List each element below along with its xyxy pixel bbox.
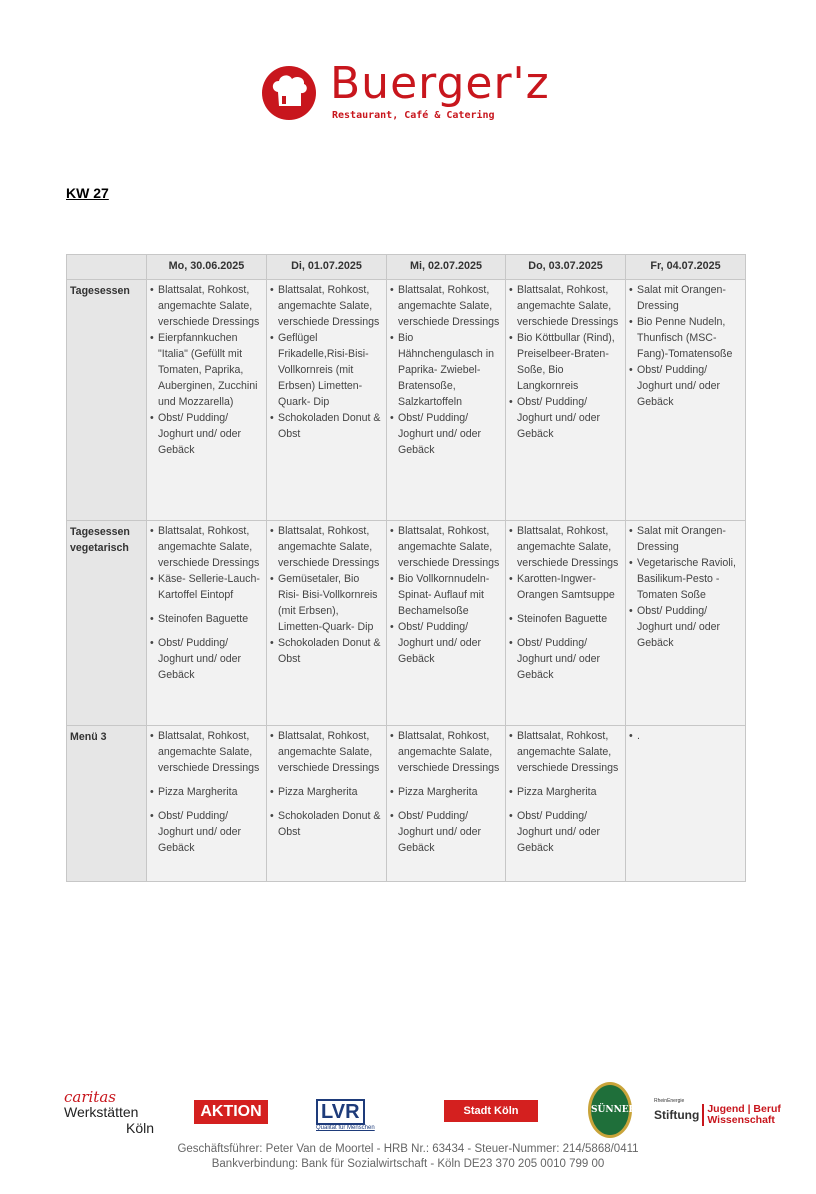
list-item: • Obst/ Pudding/ Joghurt und/ oder Gebäck bbox=[509, 635, 621, 683]
day-header: Mi, 02.07.2025 bbox=[387, 255, 506, 280]
list-item: • Blattsalat, Rohkost, angemachte Salate, verschiede Dressings bbox=[150, 282, 262, 330]
row-label: Menü 3 bbox=[67, 726, 147, 882]
list-item: • Blattsalat, Rohkost, angemachte Salate, verschiede Dressings bbox=[390, 728, 501, 776]
row-label: Tagesessen vegetarisch bbox=[67, 521, 147, 726]
list-item: • Obst/ Pudding/ Joghurt und/ oder Gebäck bbox=[509, 808, 621, 856]
day-header: Mo, 30.06.2025 bbox=[147, 255, 267, 280]
list-item: • Blattsalat, Rohkost, angemachte Salate, verschiede Dressings bbox=[270, 728, 382, 776]
lvr-subtitle: Qualität für Menschen bbox=[316, 1125, 375, 1131]
list-item: • Karotten-Ingwer-Orangen Samtsuppe bbox=[509, 571, 621, 603]
menu-cell bbox=[267, 521, 387, 726]
menu-cell bbox=[147, 280, 267, 521]
menu-cell bbox=[387, 726, 506, 882]
aktion-logo: AKTION bbox=[194, 1100, 268, 1124]
list-item: • Pizza Margherita bbox=[150, 784, 262, 800]
week-label: KW 27 bbox=[66, 185, 109, 201]
menu-cell bbox=[267, 280, 387, 521]
footer-bank: Bankverbindung: Bank für Sozialwirtschaft - Köln DE23 370 205 0010 799 00 bbox=[211, 1158, 605, 1170]
stiftung-logo bbox=[654, 1098, 790, 1132]
list-item: • Blattsalat, Rohkost, angemachte Salate, verschiede Dressings bbox=[390, 282, 501, 330]
stadt-koeln-logo: Stadt Köln bbox=[444, 1100, 538, 1122]
list-item: • Bio Hähnchengulasch in Paprika- Zwiebel-Bratensoße, Salzkartoffeln bbox=[390, 330, 501, 410]
list-item: • Blattsalat, Rohkost, angemachte Salate, verschiede Dressings bbox=[150, 523, 262, 571]
list-item: • Steinofen Baguette bbox=[509, 611, 621, 627]
list-item: • Pizza Margherita bbox=[509, 784, 621, 800]
list-item: • Bio Penne Nudeln, Thunfisch (MSC-Fang)-Tomatensoße bbox=[629, 314, 741, 362]
list-item: • Salat mit Orangen-Dressing bbox=[629, 282, 741, 314]
day-header: Do, 03.07.2025 bbox=[506, 255, 626, 280]
suenner-logo: SÜNNER bbox=[588, 1082, 632, 1138]
list-item: • Salat mit Orangen-Dressing bbox=[629, 523, 741, 555]
list-item: • Schokoladen Donut & Obst bbox=[270, 635, 382, 667]
lvr-mark: LVR bbox=[316, 1099, 365, 1125]
brand-tagline: Restaurant, Café & Catering bbox=[332, 110, 495, 121]
stiftung-sub-1: Jugend | Beruf bbox=[707, 1103, 781, 1115]
list-item: • Obst/ Pudding/ Joghurt und/ oder Gebäck bbox=[150, 635, 262, 683]
list-item: • Obst/ Pudding/ Joghurt und/ oder Gebäck bbox=[150, 808, 262, 856]
row-label: Tagesessen bbox=[67, 280, 147, 521]
stiftung-sub-2: Wissenschaft bbox=[707, 1114, 775, 1126]
menu-cell bbox=[626, 521, 746, 726]
list-item: • Obst/ Pudding/ Joghurt und/ oder Gebäck bbox=[629, 362, 741, 410]
caritas-name: Werkstätten bbox=[64, 1104, 139, 1120]
stiftung-top: RheinEnergie bbox=[654, 1098, 685, 1104]
menu-cell bbox=[626, 280, 746, 521]
chef-hat-icon bbox=[262, 66, 316, 120]
list-item: • Blattsalat, Rohkost, angemachte Salate, verschiede Dressings bbox=[509, 523, 621, 571]
list-item: • Vegetarische Ravioli, Basilikum-Pesto -Tomaten Soße bbox=[629, 555, 741, 603]
day-header: Fr, 04.07.2025 bbox=[626, 255, 746, 280]
list-item: • . bbox=[629, 728, 741, 744]
menu-cell bbox=[506, 726, 626, 882]
list-item: • Obst/ Pudding/ Joghurt und/ oder Gebäck bbox=[509, 394, 621, 442]
list-item: • Bio Köttbullar (Rind), Preiselbeer-Braten- Soße, Bio Langkornreis bbox=[509, 330, 621, 394]
list-item: • Gemüsetaler, Bio Risi- Bisi-Vollkornreis (mit Erbsen), Limetten-Quark- Dip bbox=[270, 571, 382, 635]
menu-cell bbox=[387, 280, 506, 521]
table-row bbox=[67, 521, 746, 726]
list-item: • Blattsalat, Rohkost, angemachte Salate, verschiede Dressings bbox=[150, 728, 262, 776]
table-row bbox=[67, 726, 746, 882]
menu-cell bbox=[387, 521, 506, 726]
list-item: • Steinofen Baguette bbox=[150, 611, 262, 627]
list-item: • Blattsalat, Rohkost, angemachte Salate, verschiede Dressings bbox=[270, 282, 382, 330]
list-item: • Obst/ Pudding/ Joghurt und/ oder Gebäck bbox=[390, 619, 501, 667]
corner-cell bbox=[67, 255, 147, 280]
list-item: • Eierpfannkuchen "Italia" (Gefüllt mit Tomaten, Paprika, Auberginen, Zucchini und Mozzarella) bbox=[150, 330, 262, 410]
caritas-logo bbox=[64, 1090, 174, 1136]
footer-management: Geschäftsführer: Peter Van de Moortel - HRB Nr.: 63434 - Steuer-Nummer: 214/5868/0411 bbox=[177, 1143, 639, 1155]
list-item: • Blattsalat, Rohkost, angemachte Salate, verschiede Dressings bbox=[390, 523, 501, 571]
weekly-menu-table bbox=[66, 254, 746, 882]
day-header: Di, 01.07.2025 bbox=[267, 255, 387, 280]
caritas-city: Köln bbox=[126, 1120, 155, 1136]
menu-cell bbox=[147, 726, 267, 882]
list-item: • Bio Vollkornnudeln-Spinat- Auflauf mit Bechamelsoße bbox=[390, 571, 501, 619]
list-item: • Blattsalat, Rohkost, angemachte Salate, verschiede Dressings bbox=[270, 523, 382, 571]
stiftung-sub bbox=[702, 1104, 781, 1126]
menu-cell bbox=[506, 521, 626, 726]
list-item: • Geflügel Frikadelle,Risi-Bisi-Vollkornreis (mit Erbsen) Limetten-Quark- Dip bbox=[270, 330, 382, 410]
list-item: • Pizza Margherita bbox=[270, 784, 382, 800]
list-item: • Käse- Sellerie-Lauch- Kartoffel Eintopf bbox=[150, 571, 262, 603]
stiftung-name: Stiftung bbox=[654, 1108, 700, 1122]
list-item: • Obst/ Pudding/ Joghurt und/ oder Gebäck bbox=[629, 603, 741, 651]
caritas-script: caritas bbox=[64, 1088, 116, 1106]
list-item: • Blattsalat, Rohkost, angemachte Salate, verschiede Dressings bbox=[509, 282, 621, 330]
lvr-logo bbox=[316, 1099, 396, 1131]
partner-logos bbox=[60, 1078, 790, 1140]
menu-cell bbox=[147, 521, 267, 726]
list-item: • Schokoladen Donut & Obst bbox=[270, 808, 382, 840]
list-item: • Schokoladen Donut & Obst bbox=[270, 410, 382, 442]
list-item: • Obst/ Pudding/ Joghurt und/ oder Gebäck bbox=[150, 410, 262, 458]
list-item: • Obst/ Pudding/ Joghurt und/ oder Gebäck bbox=[390, 808, 501, 856]
brand-logo bbox=[262, 58, 552, 124]
menu-cell bbox=[506, 280, 626, 521]
list-item: • Obst/ Pudding/ Joghurt und/ oder Gebäck bbox=[390, 410, 501, 458]
list-item: • Pizza Margherita bbox=[390, 784, 501, 800]
header-row bbox=[67, 255, 746, 280]
menu-cell bbox=[267, 726, 387, 882]
list-item: • Blattsalat, Rohkost, angemachte Salate, verschiede Dressings bbox=[509, 728, 621, 776]
table-row bbox=[67, 280, 746, 521]
brand-name: Buerger'z bbox=[330, 58, 550, 109]
menu-cell bbox=[626, 726, 746, 882]
